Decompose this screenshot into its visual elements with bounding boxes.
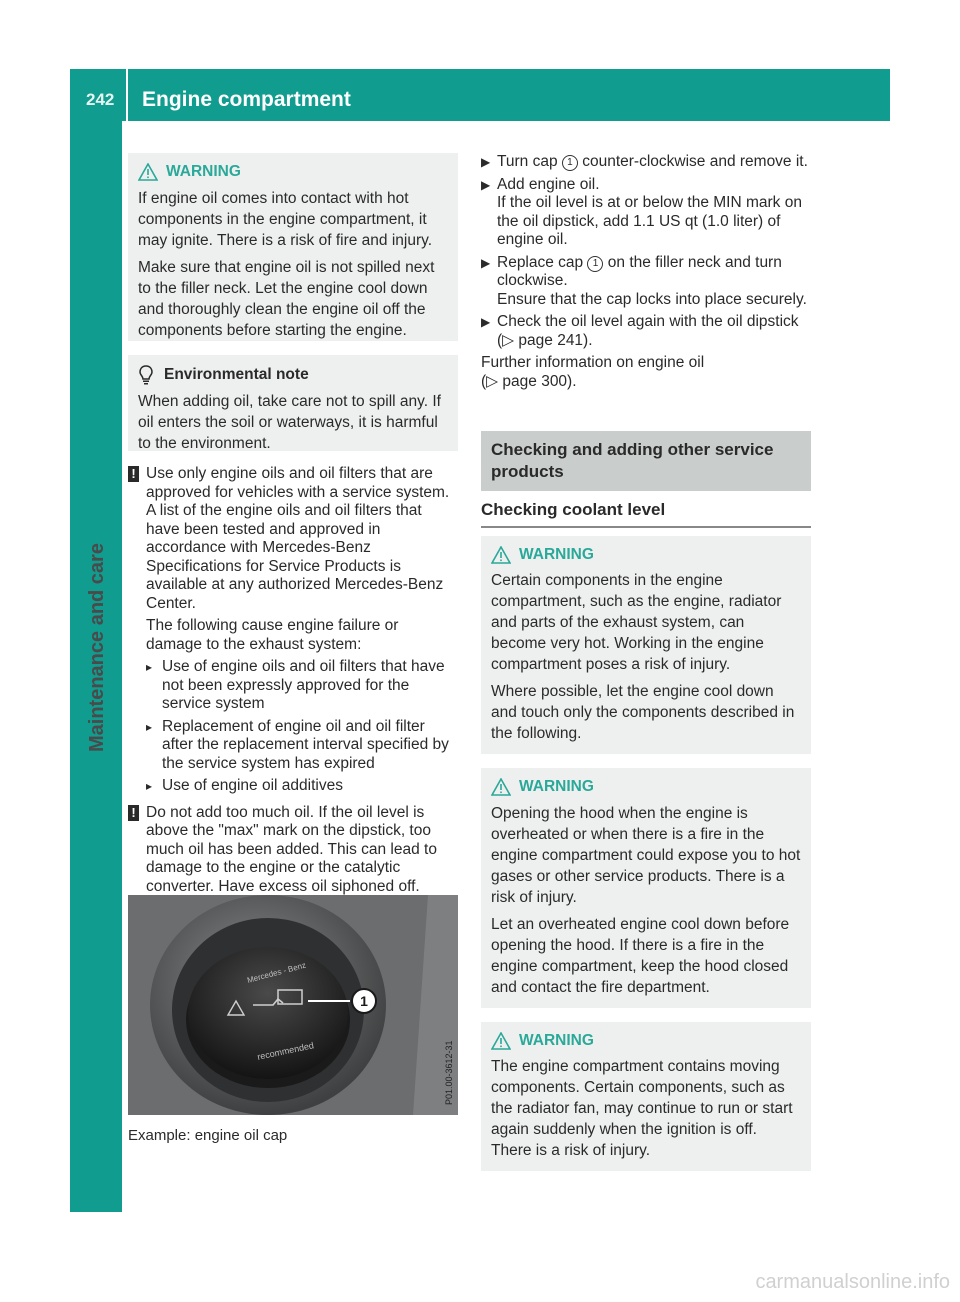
step-text: Add engine oil. bbox=[497, 175, 600, 193]
page-ref-arrow-icon: ▷ bbox=[502, 331, 515, 349]
page-title: Engine compartment bbox=[142, 88, 351, 111]
list-item: ▸ Use of engine oil additives bbox=[146, 777, 458, 796]
further-info-text: Further information on engine oil bbox=[481, 354, 705, 371]
header-divider bbox=[126, 69, 128, 121]
instruction-steps bbox=[481, 153, 811, 350]
bullet-list bbox=[146, 658, 458, 796]
oil-cap-figure bbox=[128, 895, 458, 1115]
step-arrow-icon: ▶ bbox=[481, 315, 491, 329]
section-heading: Checking and adding other service products bbox=[481, 431, 811, 491]
callout-number: 1 bbox=[360, 993, 368, 1009]
warning-triangle-icon bbox=[491, 778, 511, 796]
note-text: Do not add too much oil. If the oil level is above the "max" mark on the dipstick, too much oil has been added. This can lead to damage to the engine or the catalytic converter. Have excess oil siphoned off. bbox=[146, 803, 437, 895]
figure-caption: Example: engine oil cap bbox=[128, 1127, 288, 1144]
step-arrow-icon: ▶ bbox=[481, 255, 491, 270]
warning-triangle-icon bbox=[138, 163, 158, 181]
warning-text: Certain components in the engine compartment, such as the engine, radiator and parts of the exhaust system, can become very hot. Working in the engine compartment poses a risk of injury. bbox=[491, 572, 782, 673]
callout-ref: 1 bbox=[562, 155, 578, 171]
warning-text: Opening the hood when the engine is overheated or when there is a fire in the engine compartment could expose you to hot gases or other service products. There is a risk of injury. bbox=[491, 804, 801, 906]
environmental-note-text: When adding oil, take care not to spill any. If oil enters the soil or waterways, it is harmful to the environment. bbox=[138, 393, 441, 452]
note-text: Use only engine oils and oil filters that are approved for vehicles with a service system. A list of the engine oils and oil filters that have been tested and approved in accordance with Mercedes-Benz Specifications for Service Products is available at any authorized Mercedes-Benz Center. bbox=[146, 465, 450, 612]
watermark: carmanualsonline.info bbox=[755, 1271, 950, 1293]
page-link[interactable]: page 300). bbox=[502, 372, 577, 390]
page-number: 242 bbox=[86, 90, 115, 109]
step-item bbox=[481, 313, 811, 350]
subsection-heading: Checking coolant level bbox=[481, 501, 811, 528]
step-text: Replace cap bbox=[497, 253, 588, 271]
warning-text: Let an overheated engine cool down before opening the hood. If there is a fire in the engine compartment, keep the hood closed and contact the fire department. bbox=[491, 915, 790, 996]
warning-label: WARNING bbox=[519, 545, 594, 563]
environmental-note-box bbox=[128, 355, 458, 451]
environmental-note-label: Environmental note bbox=[164, 365, 309, 383]
warning-label: WARNING bbox=[519, 778, 594, 795]
step-detail: If the oil level is at or below the MIN mark on the oil dipstick, add 1.1 US qt (1.0 liter) of engine oil. bbox=[497, 194, 802, 248]
list-item: ▸ Replacement of engine oil and oil filter after the replacement interval specified by the service system has expired bbox=[146, 718, 458, 774]
step-item bbox=[481, 254, 811, 310]
warning-text: If engine oil comes into contact with hot components in the engine compartment, it may ignite. There is a risk of fire and injury. bbox=[138, 189, 433, 249]
further-info: Further information on engine oil (▷ page 300). bbox=[481, 354, 705, 390]
note-text: The following cause engine failure or damage to the exhaust system: bbox=[146, 617, 399, 653]
warning-triangle-icon bbox=[491, 546, 511, 564]
oil-cap-illustration bbox=[128, 895, 458, 1115]
left-column bbox=[128, 153, 458, 900]
cap-brand-text: Mercedes - Benz bbox=[246, 960, 307, 985]
warning-heading bbox=[491, 546, 801, 565]
exclamation-icon: ! bbox=[128, 466, 139, 482]
right-column bbox=[481, 153, 811, 1171]
figure-code: P01.00-3612-31 bbox=[444, 1040, 454, 1105]
step-arrow-icon: ▶ bbox=[481, 177, 491, 192]
warning-box-overheated bbox=[481, 768, 811, 1008]
step-item bbox=[481, 153, 811, 172]
exclamation-icon: ! bbox=[128, 805, 139, 821]
step-text: counter-clockwise and remove it. bbox=[577, 153, 808, 170]
warning-text: Where possible, let the engine cool down and touch only the components described in the following. bbox=[491, 683, 795, 742]
caution-note-overfill bbox=[128, 804, 458, 897]
step-text: Check the oil level again with the oil dipstick ( bbox=[497, 313, 799, 349]
lightbulb-icon bbox=[138, 365, 154, 385]
callout-ref: 1 bbox=[587, 256, 603, 272]
step-detail: Ensure that the cap locks into place securely. bbox=[497, 290, 807, 308]
warning-text: Make sure that engine oil is not spilled next to the filler neck. Let the engine cool down and thoroughly clean the engine oil off the components before starting the engine. bbox=[138, 258, 435, 339]
warning-triangle-icon bbox=[491, 1032, 511, 1050]
warning-box-moving-parts bbox=[481, 1022, 811, 1172]
warning-label: WARNING bbox=[166, 163, 241, 180]
page-ref-arrow-icon: ▷ bbox=[486, 372, 499, 390]
warning-heading bbox=[491, 778, 801, 797]
warning-box-hot-components bbox=[481, 536, 811, 755]
page-header bbox=[70, 69, 890, 121]
list-item: ▸ Use of engine oils and oil filters that have not been expressly approved for the service system bbox=[146, 658, 458, 714]
page-link[interactable]: page 241). bbox=[518, 331, 593, 349]
environmental-note-heading bbox=[138, 365, 448, 385]
side-tab-label: Maintenance and care bbox=[86, 543, 108, 752]
warning-heading bbox=[491, 1032, 801, 1051]
warning-label: WARNING bbox=[519, 1031, 594, 1049]
cap-bottom-text: recommended bbox=[256, 1040, 315, 1062]
step-item bbox=[481, 176, 811, 250]
warning-text: The engine compartment contains moving components. Certain components, such as the radiator fan, may continue to run or start again suddenly when the ignition is off. There is a risk of injury. bbox=[491, 1058, 793, 1159]
step-text: on the filler neck and turn clockwise. bbox=[497, 253, 782, 289]
warning-box-oil-fire bbox=[128, 153, 458, 341]
caution-note-oils bbox=[128, 465, 458, 796]
step-arrow-icon: ▶ bbox=[481, 155, 491, 169]
warning-heading bbox=[138, 163, 448, 182]
step-text: Turn cap bbox=[497, 153, 562, 170]
